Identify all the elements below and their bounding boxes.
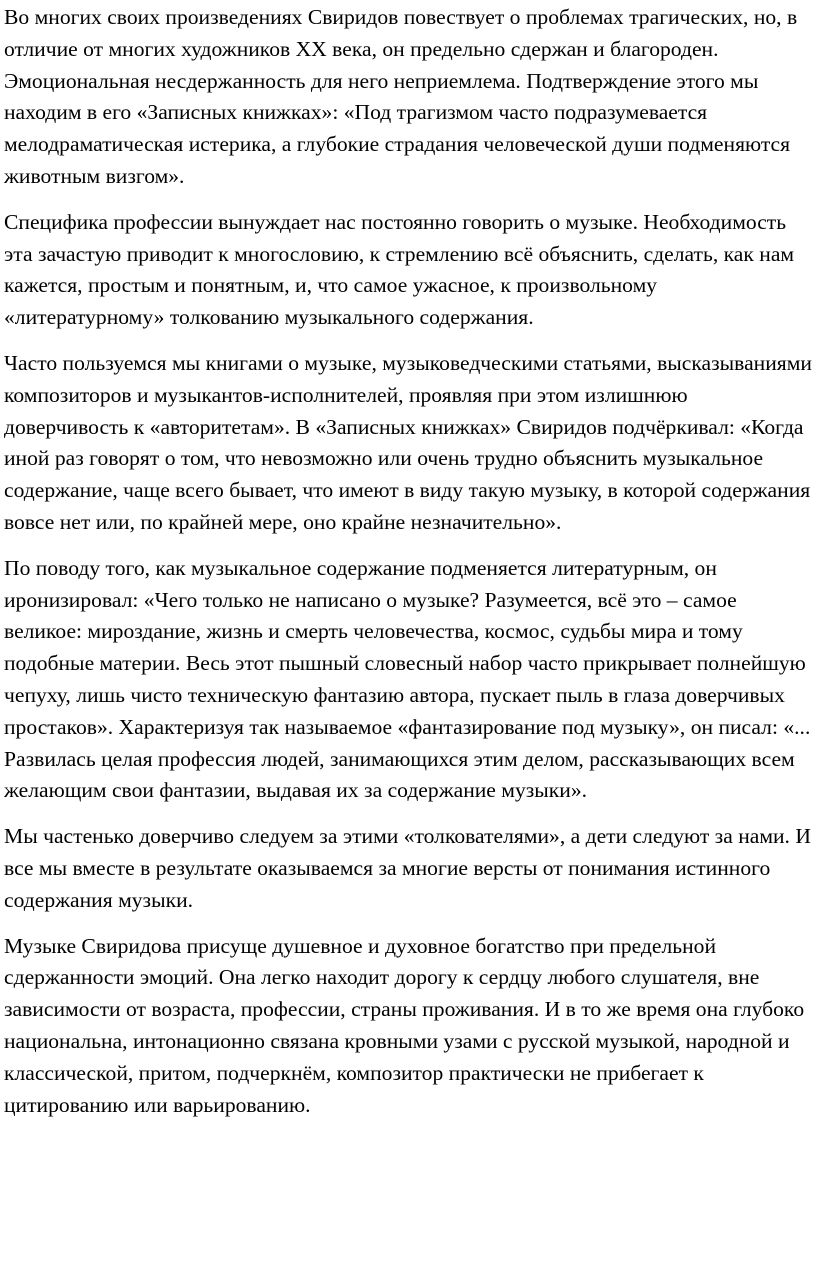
paragraph: Музыке Свиридова присуще душевное и духовное богатство при предельной сдержанности эмоций. Она легко находит дорогу к сердцу любого слушателя, вне зависимости от возраста, профессии, страны проживания. И в то же время она глубоко национальна, интонационно связана кровными узами с русской музыкой, народной и классической, притом, подчеркнём, композитор практически не прибегает к цитированию или варьированию. — [4, 933, 805, 1117]
paragraph: По поводу того, как музыкальное содержание подменяется литературным, он иронизировал: «Чего только не написано о музыке? Разумеется, всё это – самое великое: мироздание, жизнь и смерть человечества, космос, судьбы мира и тому подобные материи. Весь этот пышный словесный набор часто прикрывает полнейшую чепуху, лишь чисто техническую фантазию автора, пускает пыль в глаза доверчивых простаков». Характеризуя так называемое «фантазирование под музыку», он писал: «... Развилась целая профессия людей, занимающихся этим делом, рассказывающих всем желающим свои фантазии, выдавая их за содержание музыки». — [4, 555, 811, 803]
paragraph: Специфика профессии вынуждает нас постоянно говорить о музыке. Необходимость эта зачастую приводит к многословию, к стремлению всё объяснить, сделать, как нам кажется, простым и понятным, и, что самое ужасное, к произвольному «литературному» толкованию музыкального содержания. — [4, 209, 795, 330]
paragraph: Мы частенько доверчиво следуем за этими «толкователями», а дети следуют за нами. И все мы вместе в результате оказываемся за многие версты от понимания истинного содержания музыки. — [4, 824, 811, 912]
paragraph: Часто пользуемся мы книгами о музыке, музыковедческими статьями, высказываниями композиторов и музыкантов-исполнителей, проявляя при этом излишнюю доверчивость к «авторитетам». В «Записных книжках» Свиридов подчёркивал: «Когда иной раз говорят о том, что невозможно или очень трудно объяснить музыкальное содержание, чаще всего бывает, что имеют в виду такую музыку, в которой содержания вовсе нет или, по крайней мере, оно крайне незначительно». — [4, 350, 812, 534]
paragraph: Во многих своих произведениях Свиридов повествует о проблемах трагических, но, в отличие от многих художников ХХ века, он предельно сдержан и благороден. Эмоциональная несдержанность для него неприемлема. Подтверждение этого мы находим в его «Записных книжках»: «Под трагизмом часто подразумевается мелодраматическая истерика, а глубокие страдания человеческой души подменяются животным визгом». — [4, 5, 798, 188]
